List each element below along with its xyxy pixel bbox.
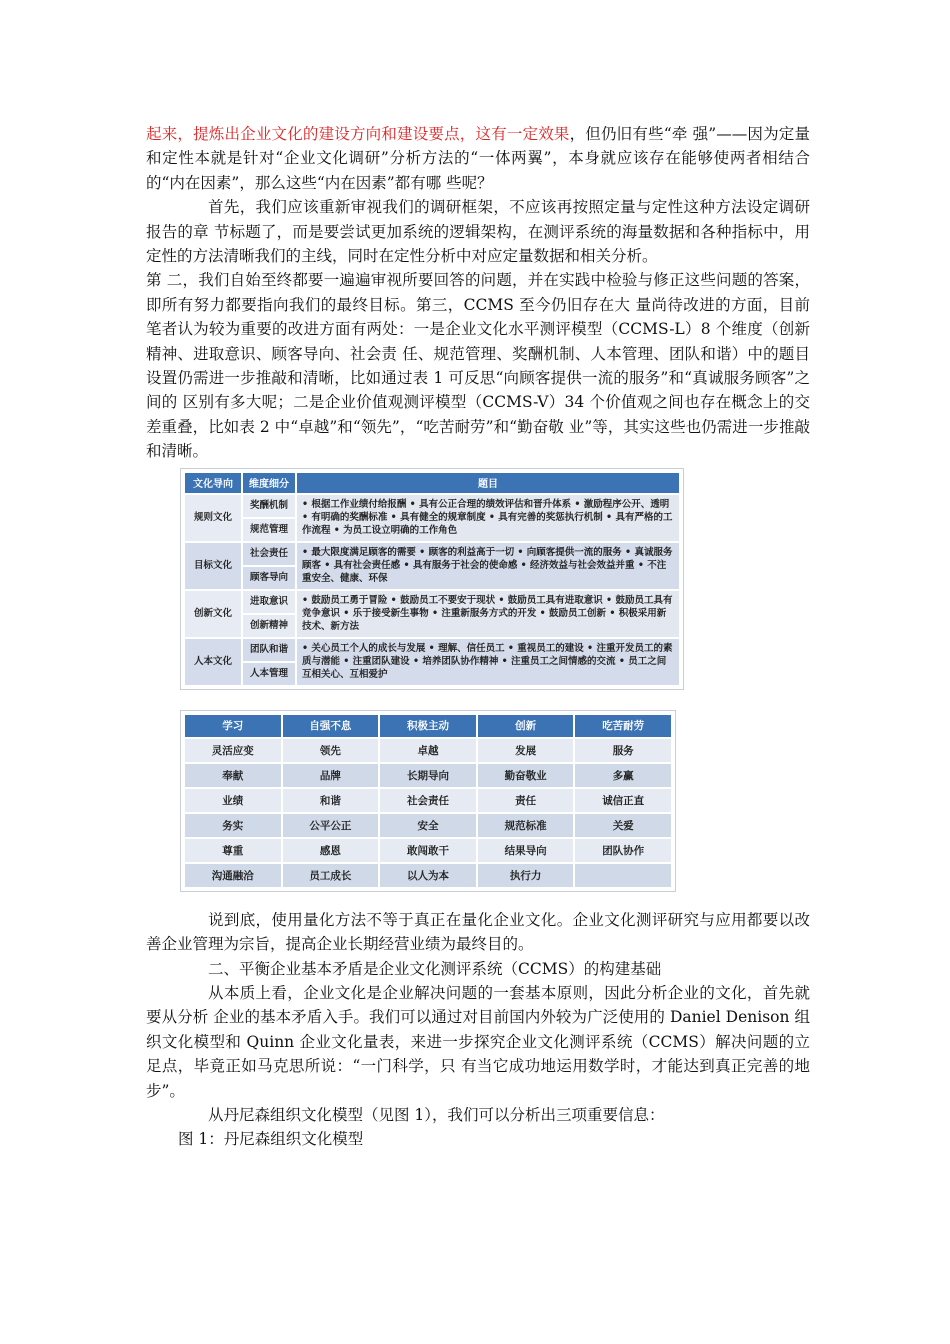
table-1-dimension-cell: 奖酬机制 [243,495,295,517]
table-2-cell: 品牌 [283,764,379,787]
section-heading: 二、平衡企业基本矛盾是企业文化测评系统（CCMS）的构建基础 [208,959,662,978]
table-2-cell: 团队协作 [575,839,671,862]
table-1-items-cell: • 根据工作业绩付给报酬 • 具有公正合理的绩效评估和晋升体系 • 激励程序公开、透明 • 有明确的奖酬标准 • 具有健全的规章制度 • 具有完善的奖惩执行机制 • 具有严格的工作流程 • 为员工设立明确的工作角色 [297,495,679,541]
table-2-cell: 责任 [478,789,574,812]
table-1-category-cell: 创新文化 [185,591,241,637]
table-1-row [185,591,679,613]
table-2-row [185,864,671,887]
table-2-cell: 卓越 [380,739,476,762]
paragraph-4: 说到底，使用量化方法不等于真正在量化企业文化。企业文化测评研究与应用都要以改善企业管理为宗旨，提高企业长期经营业绩为最终目的。 [146,910,810,954]
table-1-dimension-cell: 进取意识 [243,591,295,613]
table-2-cell: 和谐 [283,789,379,812]
table-2-cell: 领先 [283,739,379,762]
table-2-cell: 业绩 [185,789,281,812]
table-1-dimension-cell: 社会责任 [243,543,295,565]
table-2-cell: 沟通融洽 [185,864,281,887]
table-1-category-cell: 人本文化 [185,639,241,685]
table-1-header-cell: 题目 [297,473,679,493]
table-2-cell: 奉献 [185,764,281,787]
table-2-cell: 勤奋敬业 [478,764,574,787]
table-2-header-cell: 学习 [185,715,281,737]
table-1-row [185,495,679,517]
table-2-cell: 公平公正 [283,814,379,837]
table-2-cell: 服务 [575,739,671,762]
table-1-dimension-cell: 顾客导向 [243,567,295,589]
table-1 [180,468,684,690]
table-1-row [185,639,679,661]
document-page [146,122,810,1152]
table-2-cell: 以人为本 [380,864,476,887]
table-1-items-cell: • 最大限度满足顾客的需要 • 顾客的利益高于一切 • 向顾客提供一流的服务 • 真诚服务顾客 • 具有社会责任感 • 具有服务于社会的使命感 • 经济效益与社会效益并重 • 不注重安全、健康、环保 [297,543,679,589]
table-2-header-cell: 积极主动 [380,715,476,737]
table-1-dimension-cell: 规范管理 [243,519,295,541]
paragraph-1 [146,122,810,195]
table-2-row [185,814,671,837]
paragraph-1-text: ，但仍旧有些“牵 强”——因为定量和定性本就是针对“企业文化调研”分析方法的“一体两翼”，本身就应该存在能够使两者相结合的“内在因素”，那么这些“内在因素”都有哪 些呢？ [146,125,810,192]
table-2-cell: 尊重 [185,839,281,862]
table-2 [180,710,676,892]
table-2-row [185,764,671,787]
table-2-cell: 安全 [380,814,476,837]
table-1-category-cell: 规则文化 [185,495,241,541]
table-1-row [185,543,679,565]
table-2-header-row [185,715,671,737]
table-2-row [185,739,671,762]
table-1-dimension-cell: 人本管理 [243,663,295,685]
table-2-row [185,789,671,812]
figure-caption: 图 1：丹尼森组织文化模型 [178,1130,364,1149]
table-2-cell: 务实 [185,814,281,837]
table-1-dimension-cell: 团队和谐 [243,639,295,661]
table-2-cell: 敢闯敢干 [380,839,476,862]
table-2-header-cell: 吃苦耐劳 [575,715,671,737]
table-1-dimension-cell: 创新精神 [243,615,295,637]
table-1-header-cell: 维度细分 [243,473,295,493]
table-1-items-cell: • 关心员工个人的成长与发展 • 理解、信任员工 • 重视员工的建设 • 注重开发员工的素质与潜能 • 注重团队建设 • 培养团队协作精神 • 注重员工之间情感的交流 • 员工之间互相关心、互相爱护 [297,639,679,685]
paragraph-2: 首先，我们应该重新审视我们的调研框架，不应该再按照定量与定性这种方法设定调研报告的章 节标题了，而是要尝试更加系统的逻辑架构，在测评系统的海量数据和各种指标中，用定性的方法清晰我们的主线，同时在定性分析中对应定量数据和相关分析。 [146,198,810,266]
table-2-cell: 灵活应变 [185,739,281,762]
table-2-cell: 多赢 [575,764,671,787]
table-2-cell: 规范标准 [478,814,574,837]
table-2-cell: 结果导向 [478,839,574,862]
table-2-cell: 长期导向 [380,764,476,787]
table-1-items-cell: • 鼓励员工勇于冒险 • 鼓励员工不要安于现状 • 鼓励员工具有进取意识 • 鼓励员工具有竞争意识 • 乐于接受新生事物 • 注重新服务方式的开发 • 鼓励员工创新 • 积极采用新技术、新方法 [297,591,679,637]
highlighted-text: 起来，提炼出企业文化的建设方向和建设要点，这有一定效果 [146,125,570,143]
paragraph-3: 第 二，我们自始至终都要一遍遍审视所要回答的问题，并在实践中检验与修正这些问题的答案，即所有努力都要指向我们的最终目标。第三，CCMS 至今仍旧存在大 量尚待改进的方面，目前笔者认为较为重要的改进方面有两处：一是企业文化水平测评模型（CCMS-L）8 个维度（创新精神、进取意识、顾客导向、社会责 任、规范管理、奖酬机制、人本管理、团队和谐）中的题目设置仍需进一步推敲和清晰，比如通过表 1 可反思“向顾客提供一流的服务”和“真诚服务顾客”之间的 区别有多大呢；二是企业价值观测评模型（CCMS-V）34 个价值观之间也存在概念上的交差重叠，比如表 2 中“卓越”和“领先”，“吃苦耐劳”和“勤奋敬 业”等，其实这些也仍需进一步推敲和清晰。 [146,271,810,461]
table-2-header-cell: 创新 [478,715,574,737]
table-2-cell: 员工成长 [283,864,379,887]
table-2-cell: 社会责任 [380,789,476,812]
table-1-category-cell: 目标文化 [185,543,241,589]
table-2-cell: 感恩 [283,839,379,862]
table-2-cell [575,864,671,887]
table-2-header-cell: 自强不息 [283,715,379,737]
table-1-header-row [185,473,679,493]
table-2-cell: 诚信正直 [575,789,671,812]
paragraph-7: 从丹尼森组织文化模型（见图 1），我们可以分析出三项重要信息： [208,1105,665,1124]
table-1-header-cell: 文化导向 [185,473,241,493]
paragraph-6: 从本质上看，企业文化是企业解决问题的一套基本原则，因此分析企业的文化，首先就要从分析 企业的基本矛盾入手。我们可以通过对目前国内外较为广泛使用的 Daniel Denison 组织文化模型和 Quinn 企业文化量表，来进一步探究企业文化测评系统（CCMS）解决问题的立足点，毕竟正如马克思所说：“一门科学，只 有当它成功地运用数学时，才能达到真正完善的地步”。 [146,983,810,1100]
table-2-cell: 执行力 [478,864,574,887]
table-2-cell: 发展 [478,739,574,762]
table-2-cell: 关爱 [575,814,671,837]
table-2-row [185,839,671,862]
